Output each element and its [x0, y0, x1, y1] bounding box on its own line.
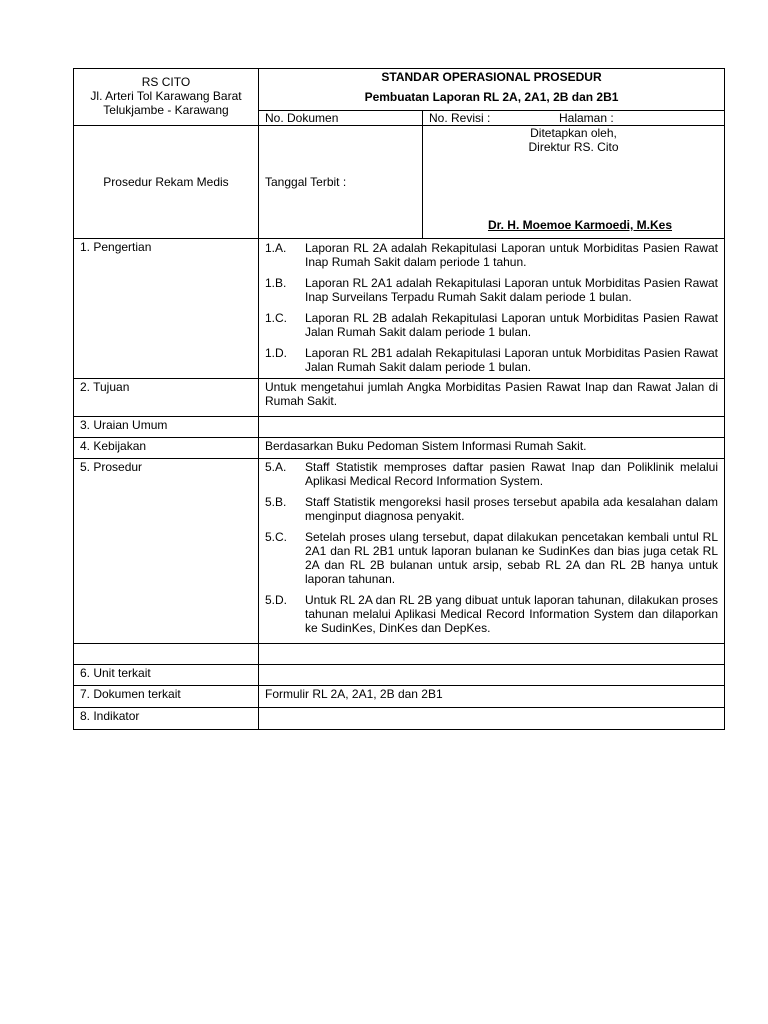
procedure-name-cell: [74, 126, 259, 239]
list-item: [265, 346, 718, 374]
item-number: 5.B.: [265, 495, 287, 509]
section-label-unit-terkait: [74, 665, 259, 686]
section-content-dokumen-terkait: [259, 686, 725, 708]
list-item: [265, 311, 718, 339]
item-text: Setelah proses ulang tersebut, dapat dilakukan pencetakan kembali untul RL 2A1 dan RL 2B1 untuk laporan bulanan ke SudinKes dan bias juga cetak RL 2A dan RL 2B bulanan untuk arsip, sebab RL 2A dan RL 2B hanya untuk laporan tahunan.: [305, 530, 719, 586]
item-number: 5.A.: [265, 460, 287, 474]
item-number: 5.C.: [265, 530, 288, 544]
approval-cell: [423, 126, 725, 239]
tanggal-terbit-label: Tanggal Terbit :: [265, 175, 347, 189]
section-content-uraian-umum: [259, 417, 725, 438]
document-subtitle: Pembuatan Laporan RL 2A, 2A1, 2B dan 2B1: [364, 90, 619, 104]
item-text: Laporan RL 2B adalah Rekapitulasi Laporan untuk Morbiditas Pasien Rawat Jalan Rumah Sakit dalam periode 1 bulan.: [305, 311, 719, 339]
hospital-address-line1: Jl. Arteri Tol Karawang Barat: [90, 89, 242, 103]
section-label-pengertian: [74, 239, 259, 379]
item-text: Untuk RL 2A dan RL 2B yang dibuat untuk laporan tahunan, dilakukan proses tahunan melalui Aplikasi Medical Record Information System dan dilaporkan ke SudinKes, DinKes dan DepKes.: [305, 593, 719, 635]
item-number: 1.C.: [265, 311, 288, 325]
no-dokumen-cell: [259, 111, 423, 126]
kebijakan-text: Berdasarkan Buku Pedoman Sistem Informasi Rumah Sakit.: [265, 439, 587, 453]
kebijakan-label: 4. Kebijakan: [80, 439, 147, 453]
empty-cell: [259, 644, 725, 665]
hospital-info-cell: [74, 69, 259, 126]
section-label-prosedur: [74, 459, 259, 644]
section-content-unit-terkait: [259, 665, 725, 686]
item-text: Staff Statistik mengoreksi hasil proses tersebut apabila ada kesalahan dalam menginput diagnosa penyakit.: [305, 495, 719, 523]
tujuan-label: 2. Tujuan: [80, 380, 130, 394]
section-content-indikator: [259, 708, 725, 730]
document-title-cell: [259, 69, 725, 111]
ditetapkan-line1: Ditetapkan oleh,: [530, 126, 617, 140]
empty-cell: [74, 644, 259, 665]
section-content-kebijakan: [259, 438, 725, 459]
item-number: 5.D.: [265, 593, 288, 607]
item-text: Laporan RL 2A1 adalah Rekapitulasi Laporan untuk Morbiditas Pasien Rawat Inap Surveilans Terpadu Rumah Sakit dalam periode 1 bulan.: [305, 276, 719, 304]
list-item: [265, 495, 718, 523]
list-item: [265, 460, 718, 488]
tujuan-text: Untuk mengetahui jumlah Angka Morbiditas Pasien Rawat Inap dan Rawat Jalan di Rumah Sakit.: [265, 380, 719, 408]
uraian-umum-label: 3. Uraian Umum: [80, 418, 168, 432]
section-label-uraian-umum: [74, 417, 259, 438]
dokumen-terkait-text: Formulir RL 2A, 2A1, 2B dan 2B1: [265, 687, 443, 701]
indikator-label: 8. Indikator: [80, 709, 140, 723]
item-number: 1.D.: [265, 346, 288, 360]
list-item: [265, 530, 718, 586]
item-number: 1.A.: [265, 241, 287, 255]
item-text: Laporan RL 2B1 adalah Rekapitulasi Laporan untuk Morbiditas Pasien Rawat Jalan Rumah Sakit dalam periode 1 bulan.: [305, 346, 719, 374]
section-label-kebijakan: [74, 438, 259, 459]
procedure-name: Prosedur Rekam Medis: [103, 175, 229, 189]
section-label-indikator: [74, 708, 259, 730]
pengertian-label: 1. Pengertian: [80, 240, 152, 254]
section-content-prosedur: [259, 459, 725, 644]
document-title: STANDAR OPERASIONAL PROSEDUR: [381, 70, 602, 84]
dokumen-terkait-label: 7. Dokumen terkait: [80, 687, 181, 701]
hospital-name: RS CITO: [141, 75, 191, 89]
item-number: 1.B.: [265, 276, 287, 290]
section-label-tujuan: [74, 379, 259, 417]
revision-page-cell: [423, 111, 725, 126]
halaman-label: Halaman :: [559, 111, 614, 125]
no-revisi-label: No. Revisi :: [429, 111, 491, 125]
unit-terkait-label: 6. Unit terkait: [80, 666, 151, 680]
item-text: Laporan RL 2A adalah Rekapitulasi Laporan untuk Morbiditas Pasien Rawat Inap Rumah Sakit dalam periode 1 tahun.: [305, 241, 719, 269]
prosedur-label: 5. Prosedur: [80, 460, 143, 474]
sop-table: [73, 68, 725, 730]
tanggal-terbit-cell: [259, 126, 423, 239]
no-dokumen-label: No. Dokumen: [265, 111, 339, 125]
ditetapkan-line2: Direktur RS. Cito: [528, 140, 619, 154]
list-item: [265, 593, 718, 635]
list-item: [265, 276, 718, 304]
hospital-address-line2: Telukjambe - Karawang: [103, 103, 229, 117]
signer-name: Dr. H. Moemoe Karmoedi, M.Kes: [487, 218, 673, 232]
section-content-tujuan: [259, 379, 725, 417]
section-label-dokumen-terkait: [74, 686, 259, 708]
section-content-pengertian: [259, 239, 725, 379]
item-text: Staff Statistik memproses daftar pasien Rawat Inap dan Poliklinik melalui Aplikasi Medical Record Information System.: [305, 460, 719, 488]
list-item: [265, 241, 718, 269]
